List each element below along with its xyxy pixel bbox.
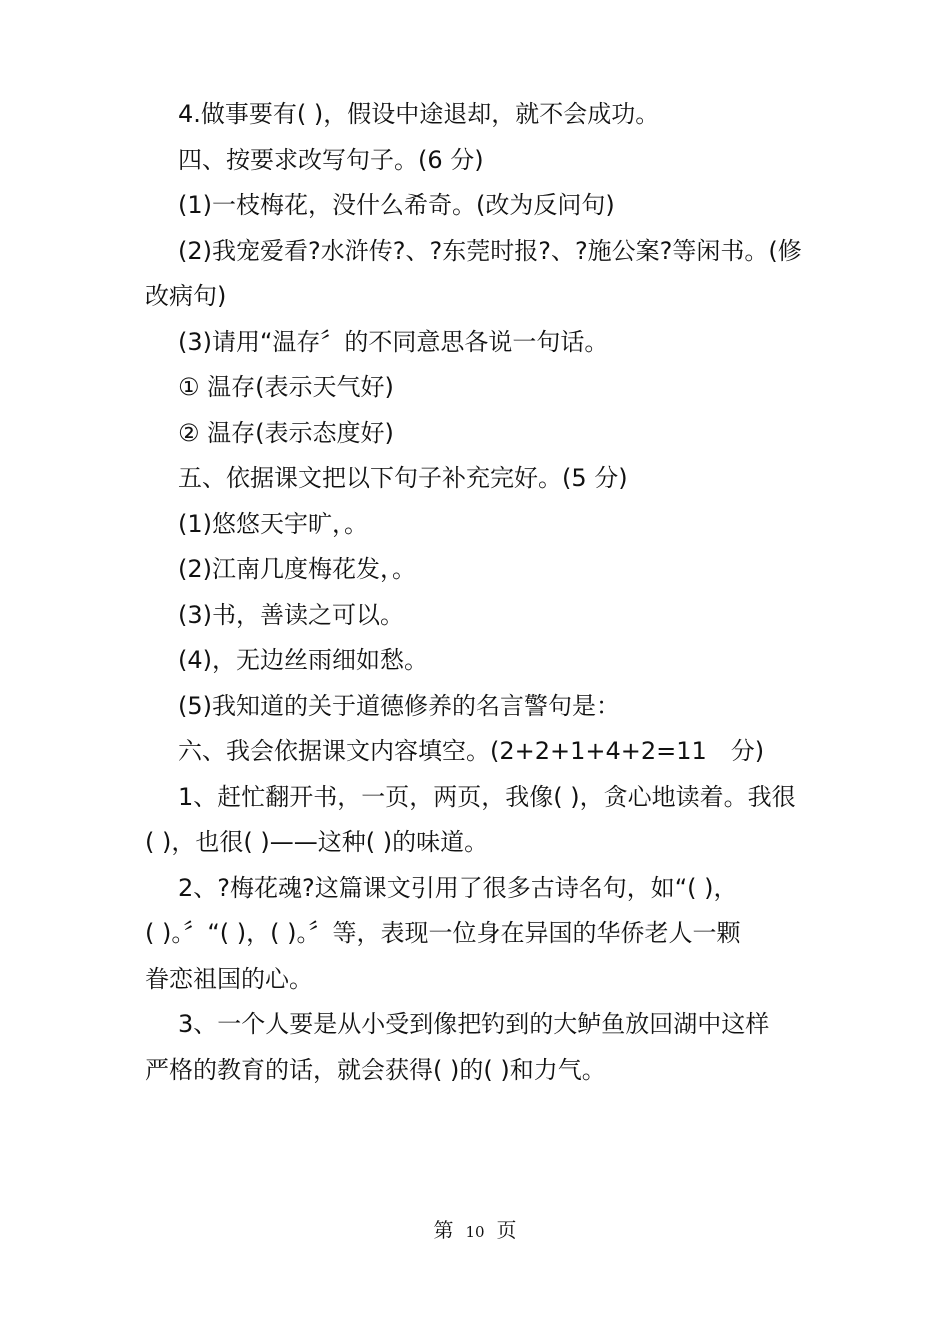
footer-prefix: 第: [433, 1218, 454, 1242]
text-line: 改病句): [145, 282, 227, 310]
text-line: (3)书，善读之可以。: [178, 600, 404, 629]
page-footer: [0, 1214, 950, 1243]
document-body: [145, 92, 810, 1093]
text-line: ② 温存(表示态度好): [178, 418, 394, 447]
section-heading: 五、依据课文把以下句子补充完好。(5 分): [178, 464, 628, 492]
text-line: 1、赶忙翻开书，一页，两页，我像( )，贪心地读着。我很: [178, 782, 796, 811]
text-line: (1)一枝梅花，没什么希奇。(改为反问句): [178, 191, 615, 219]
text-line: (3)请用“温存〞的不同意思各说一句话。: [178, 327, 609, 356]
text-line: ( )，也很( )——这种( )的味道。: [145, 828, 489, 856]
text-line: (5)我知道的关于道德修养的名言警句是：: [178, 691, 620, 720]
text-line: (4)，无边丝雨细如愁。: [178, 646, 428, 674]
text-line: 2、?梅花魂?这篇课文引用了很多古诗名句，如“( )，: [178, 873, 738, 902]
text-line: (2)我宠爱看?水浒传?、?东莞时报?、?施公案?等闲书。(修: [178, 236, 802, 265]
text-line: ( )。〞“( )，( )。〞等，表现一位身在异国的华侨老人一颗: [145, 919, 741, 947]
text-line: 3、一个人要是从小受到像把钓到的大鲈鱼放回湖中这样: [178, 1010, 770, 1038]
section-heading: 四、按要求改写句子。(6 分): [178, 145, 484, 174]
text-line: (1)悠悠天宇旷，。: [178, 509, 368, 538]
text-line: ① 温存(表示天气好): [178, 373, 394, 401]
text-line: 4.做事要有( )，假设中途退却，就不会成功。: [178, 100, 660, 128]
section-heading: 六、我会依据课文内容填空。(2+2+1+4+2=11 分): [178, 737, 765, 765]
text-line: 眷恋祖国的心。: [145, 964, 313, 993]
page-number: 10: [465, 1223, 485, 1241]
text-line: 严格的教育的话，就会获得( )的( )和力气。: [145, 1055, 606, 1084]
footer-suffix: 页: [496, 1218, 517, 1242]
text-line: (2)江南几度梅花发，。: [178, 555, 416, 583]
